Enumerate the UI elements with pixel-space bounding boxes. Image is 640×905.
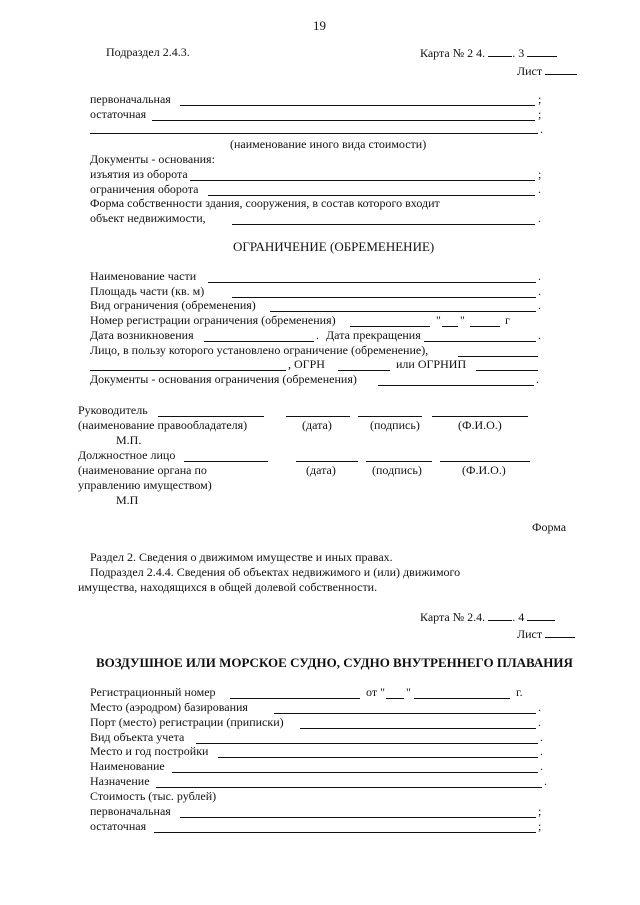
cost-residual-field[interactable] bbox=[152, 120, 535, 121]
punct: . bbox=[540, 744, 543, 758]
head-fio-field[interactable] bbox=[432, 416, 528, 417]
punct: . bbox=[538, 284, 541, 298]
card-number-blank[interactable] bbox=[488, 46, 512, 57]
vessel-cost-label: Стоимость (тыс. рублей) bbox=[90, 789, 217, 803]
docs-ownership-field[interactable] bbox=[232, 224, 535, 225]
vessel-base-field[interactable] bbox=[274, 713, 536, 714]
punct: ; bbox=[538, 167, 542, 181]
vessel-residual-label: остаточная bbox=[90, 819, 147, 833]
vessel-reg-day-field[interactable] bbox=[386, 698, 404, 699]
official-signature-field[interactable] bbox=[366, 461, 432, 462]
subsection-label: Подраздел 2.4.3. bbox=[106, 45, 190, 59]
punct: . bbox=[536, 372, 539, 386]
cost-initial-label: первоначальная bbox=[90, 92, 171, 106]
official-caption-2: управлению имуществом) bbox=[78, 478, 212, 492]
part-name-field[interactable] bbox=[208, 282, 536, 283]
cost-residual-label: остаточная bbox=[90, 107, 147, 121]
punct: ; bbox=[538, 92, 542, 106]
vessel-reg-quote-close: " bbox=[406, 685, 411, 699]
vessel-initial-label: первоначальная bbox=[90, 804, 171, 818]
beneficiary-field[interactable] bbox=[458, 356, 538, 357]
punct: ; bbox=[538, 819, 542, 833]
head-caption: (наименование правообладателя) bbox=[78, 418, 248, 432]
card-number-blank-2[interactable] bbox=[527, 46, 557, 57]
punct: . bbox=[538, 211, 541, 225]
vessel-purpose-label: Назначение bbox=[90, 774, 150, 788]
card-number-label bbox=[420, 46, 557, 59]
head-signature-field[interactable] bbox=[358, 416, 422, 417]
vessel-object-type-field[interactable] bbox=[196, 743, 538, 744]
part-area-field[interactable] bbox=[232, 297, 536, 298]
docs-restriction-label: ограничения оборота bbox=[90, 182, 199, 196]
reg-month-field[interactable] bbox=[470, 326, 500, 327]
punct: . bbox=[316, 328, 319, 342]
punct: . bbox=[538, 182, 541, 196]
docs-withdrawal-label: изъятия из оборота bbox=[90, 167, 188, 181]
official-date-field[interactable] bbox=[296, 461, 358, 462]
official-date-caption: (дата) bbox=[306, 463, 336, 477]
date-start-field[interactable] bbox=[204, 341, 314, 342]
reg-quote-close: " bbox=[460, 313, 465, 327]
ogrn-label: , ОГРН bbox=[288, 357, 325, 371]
official-fio-caption: (Ф.И.О.) bbox=[462, 463, 506, 477]
official-caption-1: (наименование органа по bbox=[78, 463, 207, 477]
ogrnip-label: или ОГРНИП bbox=[396, 357, 467, 371]
sheet-text: Лист bbox=[517, 64, 543, 78]
reg-quote-open: " bbox=[436, 313, 441, 327]
card2-suffix: . 4 bbox=[512, 610, 525, 624]
date-end-label: Дата прекращения bbox=[326, 328, 421, 342]
part-area-label: Площадь части (кв. м) bbox=[90, 284, 205, 298]
vessel-port-label: Порт (место) регистрации (приписки) bbox=[90, 715, 284, 729]
beneficiary-label: Лицо, в пользу которого установлено ограничение (обременение), bbox=[90, 343, 429, 357]
punct: . bbox=[538, 328, 541, 342]
section2-line1: Раздел 2. Сведения о движимом имуществе и иных правах. bbox=[90, 550, 393, 564]
encumbrance-type-label: Вид ограничения (обременения) bbox=[90, 298, 256, 312]
card2-sheet-label bbox=[517, 627, 575, 640]
official-label: Должностное лицо bbox=[78, 448, 176, 462]
reg-number-label: Номер регистрации ограничения (обременения) bbox=[90, 313, 336, 327]
vessel-name-field[interactable] bbox=[172, 772, 538, 773]
card2-number-blank-2[interactable] bbox=[527, 610, 555, 621]
sheet-number-blank[interactable] bbox=[545, 64, 577, 75]
official-fio-field[interactable] bbox=[440, 461, 530, 462]
vessel-residual-field[interactable] bbox=[154, 832, 536, 833]
official-name-field[interactable] bbox=[184, 461, 268, 462]
head-label: Руководитель bbox=[78, 403, 148, 417]
stamp-1: М.П. bbox=[116, 433, 142, 447]
vessel-place-year-field[interactable] bbox=[218, 757, 538, 758]
date-end-field[interactable] bbox=[424, 341, 536, 342]
docs-ownership-line1: Форма собственности здания, сооружения, в состав которого входит bbox=[90, 196, 440, 210]
punct: . bbox=[538, 715, 541, 729]
beneficiary-name-field[interactable] bbox=[90, 370, 286, 371]
reg-day-field[interactable] bbox=[442, 326, 458, 327]
head-date-caption: (дата) bbox=[302, 418, 332, 432]
docs-ownership-line2: объект недвижимости, bbox=[90, 211, 206, 225]
vessel-reg-month-field[interactable] bbox=[414, 698, 510, 699]
punct: . bbox=[538, 700, 541, 714]
head-signature-caption: (подпись) bbox=[370, 418, 420, 432]
official-signature-caption: (подпись) bbox=[372, 463, 422, 477]
vessel-reg-year-suffix: г. bbox=[516, 685, 523, 699]
sheet-label bbox=[517, 64, 577, 77]
encumbrance-heading: ОГРАНИЧЕНИЕ (ОБРЕМЕНЕНИЕ) bbox=[233, 239, 435, 254]
punct: ; bbox=[538, 107, 542, 121]
punct: . bbox=[540, 122, 543, 136]
card-label: Карта № 2 4. bbox=[420, 46, 486, 60]
punct: . bbox=[538, 298, 541, 312]
punct: ; bbox=[538, 804, 542, 818]
vessel-heading: ВОЗДУШНОЕ ИЛИ МОРСКОЕ СУДНО, СУДНО ВНУТРЕННЕГО ПЛАВАНИЯ bbox=[96, 655, 573, 670]
vessel-place-year-label: Место и год постройки bbox=[90, 744, 209, 758]
vessel-reg-number-field[interactable] bbox=[230, 698, 360, 699]
form-label: Форма bbox=[532, 520, 567, 534]
ogrn-field[interactable] bbox=[338, 370, 390, 371]
card2-sheet-blank[interactable] bbox=[545, 627, 575, 638]
vessel-reg-number-label: Регистрационный номер bbox=[90, 685, 216, 699]
date-start-label: Дата возникновения bbox=[90, 328, 194, 342]
punct: . bbox=[540, 759, 543, 773]
reg-number-field[interactable] bbox=[350, 326, 430, 327]
card2-number-label bbox=[420, 610, 555, 623]
vessel-name-label: Наименование bbox=[90, 759, 165, 773]
reg-year-suffix: г bbox=[505, 313, 510, 327]
basis-docs-label: Документы - основания ограничения (обременения) bbox=[90, 372, 357, 386]
cost-other-caption: (наименование иного вида стоимости) bbox=[230, 137, 427, 151]
punct: . bbox=[544, 774, 547, 788]
card-suffix: . 3 bbox=[512, 46, 525, 60]
vessel-port-field[interactable] bbox=[300, 728, 536, 729]
vessel-base-label: Место (аэродром) базирования bbox=[90, 700, 248, 714]
section2-line3: имущества, находящихся в общей долевой собственности. bbox=[78, 580, 378, 594]
docs-title: Документы - основания: bbox=[90, 152, 215, 166]
section2-line2: Подраздел 2.4.4. Сведения об объектах недвижимого и (или) движимого bbox=[90, 565, 461, 579]
page-number: 19 bbox=[313, 18, 326, 33]
vessel-initial-field[interactable] bbox=[180, 817, 536, 818]
head-fio-caption: (Ф.И.О.) bbox=[458, 418, 502, 432]
punct: . bbox=[538, 269, 541, 283]
head-date-field[interactable] bbox=[286, 416, 350, 417]
head-name-field[interactable] bbox=[158, 416, 264, 417]
ogrnip-field[interactable] bbox=[476, 370, 538, 371]
basis-docs-field[interactable] bbox=[378, 385, 534, 386]
cost-other-field[interactable] bbox=[90, 133, 538, 134]
card2-number-blank[interactable] bbox=[488, 610, 512, 621]
part-name-label: Наименование части bbox=[90, 269, 197, 283]
stamp-2: М.П bbox=[116, 493, 139, 507]
card2-sheet-text: Лист bbox=[517, 627, 543, 641]
vessel-object-type-label: Вид объекта учета bbox=[90, 730, 185, 744]
encumbrance-type-field[interactable] bbox=[270, 311, 536, 312]
cost-initial-field[interactable] bbox=[180, 105, 535, 106]
card2-label: Карта № 2.4. bbox=[420, 610, 486, 624]
punct: . bbox=[540, 730, 543, 744]
vessel-purpose-field[interactable] bbox=[156, 787, 542, 788]
vessel-reg-from: от " bbox=[366, 685, 385, 699]
docs-withdrawal-field[interactable] bbox=[190, 180, 535, 181]
